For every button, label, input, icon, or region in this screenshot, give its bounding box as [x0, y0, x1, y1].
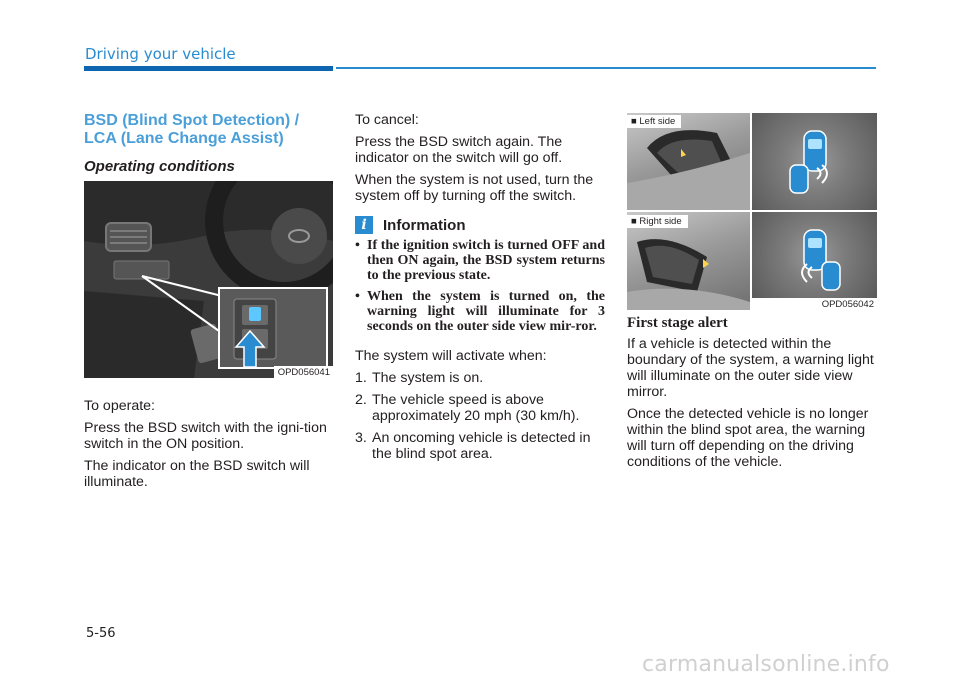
- info-item: • If the ignition switch is turned OFF and then ON again, the BSD system returns to the previous state.: [355, 238, 605, 283]
- bsd-heading: BSD (Blind Spot Detection) / LCA (Lane Change Assist): [84, 112, 300, 147]
- information-list: [355, 238, 605, 334]
- operate-paragraph: Press the BSD switch with the igni-tion switch in the ON position.: [84, 420, 327, 452]
- column-left: [84, 106, 334, 490]
- information-header: [355, 216, 605, 234]
- header-bar: [84, 66, 333, 71]
- page-number: 5-56: [86, 626, 116, 641]
- column-middle: [355, 112, 605, 468]
- header-rule: [336, 67, 876, 69]
- figure-label: OPD056042: [818, 298, 877, 310]
- detection-paragraph: If a vehicle is detected within the boundary of the system, a warning light will illuminate on the outer side view mirror.: [627, 336, 874, 400]
- information-title: Information: [383, 216, 466, 234]
- info-icon: i: [355, 216, 373, 234]
- turn-off-paragraph: When the system is not used, turn the system off by turning off the switch.: [355, 172, 594, 204]
- indicator-paragraph: The indicator on the BSD switch will illuminate.: [84, 458, 310, 490]
- to-operate-label: To operate:: [84, 398, 155, 414]
- first-stage-alert-heading: First stage alert: [627, 315, 728, 331]
- section-title: Driving your vehicle: [85, 45, 236, 63]
- left-radar-diagram: [752, 113, 877, 210]
- info-item: • When the system is turned on, the warning light will illuminate for 3 seconds on the outer side view mir-ror.: [355, 289, 605, 334]
- dashboard-figure: [84, 181, 333, 378]
- watermark: carmanualsonline.info: [642, 652, 890, 677]
- to-cancel-label: To cancel:: [355, 112, 419, 128]
- right-side-label: ■ Right side: [627, 215, 688, 228]
- dashboard-illustration: [84, 181, 333, 378]
- cancel-paragraph: Press the BSD switch again. The indicator on the switch will go off.: [355, 134, 563, 166]
- operating-conditions-heading: Operating conditions: [84, 158, 235, 175]
- conditions-list: [355, 370, 605, 462]
- list-item: 1. The system is on.: [355, 370, 484, 386]
- right-radar-diagram: [752, 212, 877, 298]
- list-item: 3. An oncoming vehicle is detected in the blind spot area.: [355, 430, 591, 462]
- warning-off-paragraph: Once the detected vehicle is no longer within the blind spot area, the warning will turn off depending on the driving conditions of the vehicle.: [627, 406, 869, 470]
- column-right: [627, 315, 877, 470]
- left-side-label: ■ Left side: [627, 115, 681, 128]
- activate-intro: The system will activate when:: [355, 348, 547, 364]
- list-item: 2. The vehicle speed is above approximately 20 mph (30 km/h).: [355, 392, 580, 424]
- side-mirror-figure: [627, 113, 877, 310]
- figure-label: OPD056041: [274, 366, 333, 378]
